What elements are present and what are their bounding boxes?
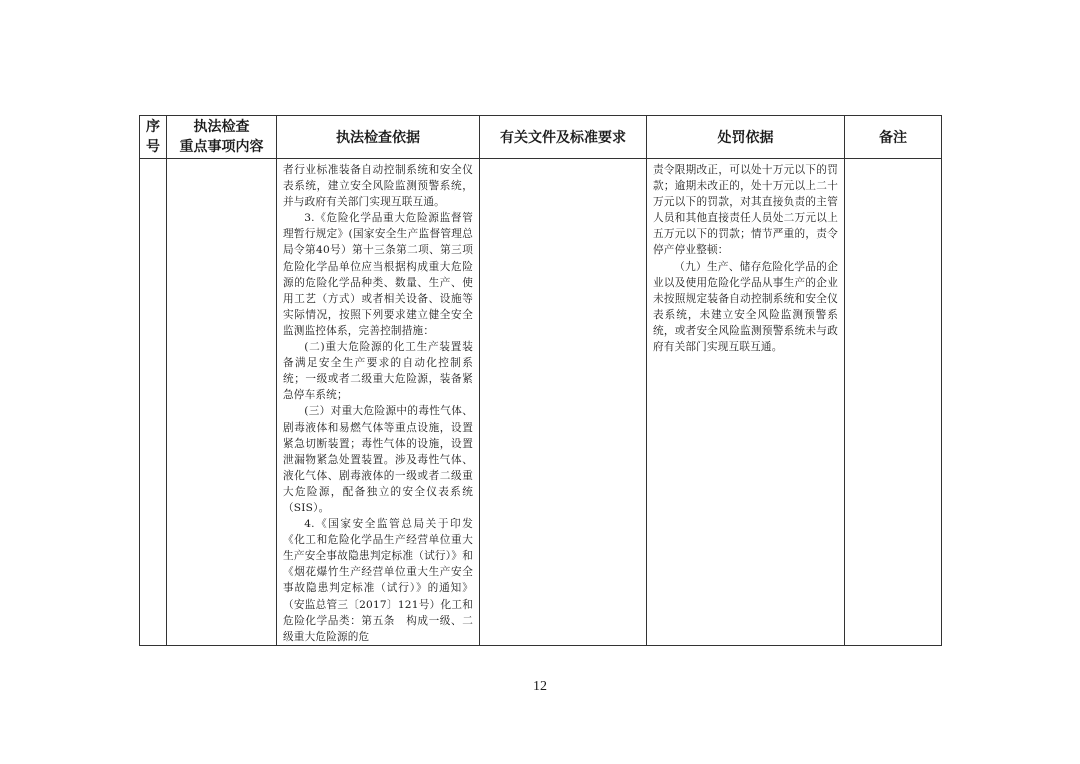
- basis-paragraph: 3.《危险化学品重大危险源监督管理暂行规定》(国家安全生产监督管理总局令第40号）第十三条第二项、第三项 危险化学品单位应当根据构成重大危险源的危险化学品种类、数量、生产、使用工艺（方式）或者相关设备、设施等实际情况，按照下列要求建立健全安全监测监控体系，完善控制措施：: [283, 212, 484, 337]
- header-penalty: 处罚依据: [647, 116, 845, 159]
- header-focus: [167, 116, 277, 159]
- basis-paragraph: (三）对重大危险源中的毒性气体、剧毒液体和易燃气体等重点设施，设置紧急切断装置；毒性气体的设施，设置泄漏物紧急处置装置。涉及毒性气体、液化气体、剧毒液体的一级或者二级重大危险源，配备独立的安全仪表系统（SIS）。: [283, 405, 473, 514]
- basis-paragraph: (二)重大危险源的化工生产装置装备满足安全生产要求的自动化控制系统；一级或者二级重大危险源，装备紧急停车系统；: [283, 341, 473, 402]
- table-row: [140, 159, 942, 646]
- penalty-paragraph: （九）生产、储存危险化学品的企业以及使用危险化学品从事生产的企业未按照规定装备自动控制系统和安全仪表系统，未建立安全风险监测预警系统，或者安全风险监测预警系统未与政府有关部门实现互联互通。: [653, 260, 838, 354]
- page-number: 12: [533, 679, 547, 694]
- enforcement-table: [139, 115, 942, 646]
- table-header-row: [140, 116, 942, 159]
- header-seq-line1: 序: [146, 119, 160, 135]
- cell-focus: [167, 159, 277, 646]
- basis-paragraph: 者行业标准装备自动控制系统和安全仪表系统，建立安全风险监测预警系统，并与政府有关部门实现互联互通。: [283, 164, 473, 209]
- header-focus-line2: 重点事项内容: [179, 139, 264, 155]
- header-seq: [140, 116, 167, 159]
- header-seq-line2: 号: [146, 139, 160, 155]
- cell-remarks: [845, 159, 942, 646]
- basis-paragraph: 4.《国家安全监管总局关于印发《化工和危险化学品生产经营单位重大生产安全事故隐患判定标准（试行）》和《烟花爆竹生产经营单位重大生产安全事故隐患判定标准（试行）》的通知》（安监总管三〔2017〕121号）化工和危险化学品类：第五条 构成一级、二级重大危险源的危: [283, 518, 473, 643]
- header-remarks: 备注: [845, 116, 942, 159]
- header-focus-line1: 执法检查: [193, 119, 250, 135]
- cell-basis: [277, 159, 484, 646]
- cell-standards: [480, 159, 647, 646]
- cell-seq: [140, 159, 167, 646]
- cell-penalty: [647, 159, 845, 646]
- header-basis: 执法检查依据: [277, 116, 480, 159]
- header-standards: 有关文件及标准要求: [480, 116, 647, 159]
- penalty-paragraph: 责令限期改正，可以处十万元以下的罚款；逾期未改正的，处十万元以上二十万元以下的罚款，对其直接负责的主管人员和其他直接责任人员处二万元以上五万元以下的罚款；情节严重的，责令停产停业整顿：: [653, 164, 838, 257]
